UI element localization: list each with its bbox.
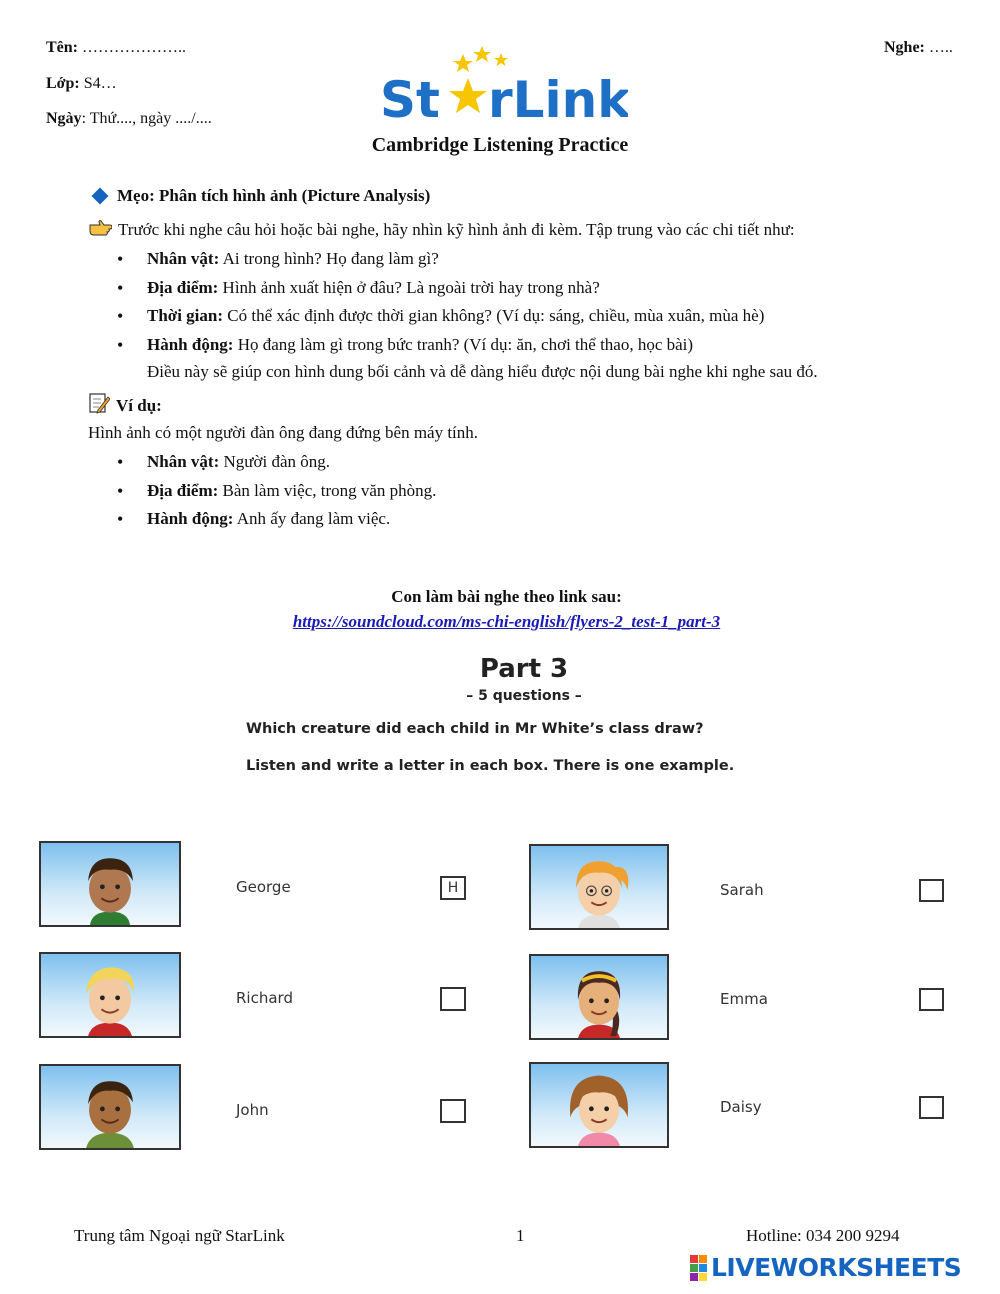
child-picture-daisy — [529, 1062, 669, 1148]
score-label: Nghe: — [884, 39, 925, 56]
tip-list — [117, 245, 764, 359]
name-field — [46, 39, 186, 57]
child-name-daisy: Daisy — [720, 1098, 762, 1116]
date-label: Ngày — [46, 110, 82, 127]
tip-item-text: Họ đang làm gì trong bức tranh? (Ví dụ: ăn, chơi thể thao, học bài) — [233, 334, 694, 354]
tip-heading — [90, 186, 430, 206]
name-value: ……………….. — [78, 39, 186, 56]
answer-box-john[interactable] — [440, 1099, 466, 1123]
memo-icon — [88, 392, 110, 419]
tip-item-place — [117, 274, 764, 303]
date-value: : Thứ...., ngày ..../.... — [81, 110, 212, 127]
name-label: Tên: — [46, 39, 78, 56]
child-picture-sarah — [529, 844, 669, 930]
tip-item-time — [117, 302, 764, 331]
example-description: Hình ảnh có một người đàn ông đang đứng bên máy tính. — [88, 423, 479, 442]
tip-item-label: Nhân vật: — [147, 249, 220, 268]
example-item-label: Địa điểm: — [147, 480, 219, 500]
answer-box-richard[interactable] — [440, 987, 466, 1011]
class-label: Lớp: — [46, 75, 80, 92]
example-list — [117, 448, 436, 534]
child-name-richard: Richard — [236, 989, 293, 1007]
example-item-text: Bàn làm việc, trong văn phòng. — [218, 480, 437, 500]
example-item-label: Nhân vật: — [147, 452, 220, 471]
page-number: 1 — [516, 1226, 525, 1245]
logo-star-small-1 — [453, 54, 473, 72]
example-heading-text: Ví dụ: — [116, 395, 162, 415]
tip-intro — [88, 218, 795, 241]
instruction-1: Which creature did each child in Mr White’s class draw? — [246, 721, 704, 737]
child-name-sarah: Sarah — [720, 881, 764, 899]
liveworksheets-text: LIVEWORKSHEETS — [711, 1253, 962, 1282]
instruction-2: Listen and write a letter in each box. There is one example. — [246, 758, 735, 774]
liveworksheets-watermark — [690, 1253, 961, 1282]
page-title: Cambridge Listening Practice — [371, 134, 629, 156]
example-item-text: Người đàn ông. — [219, 452, 331, 471]
class-field — [46, 75, 117, 93]
tip-item-action — [117, 331, 764, 360]
question-count: – 5 questions – — [466, 688, 582, 704]
score-field — [884, 39, 953, 57]
logo-star-small-2 — [473, 46, 491, 62]
logo-text-2: rLink — [488, 71, 628, 128]
tip-item-label: Hành động: — [147, 334, 234, 354]
child-picture-richard — [39, 952, 181, 1038]
pointing-hand-icon — [88, 218, 112, 241]
score-value: ….. — [924, 39, 953, 56]
answer-box-george[interactable]: H — [440, 876, 466, 900]
tip-item-label: Thời gian: — [147, 306, 224, 325]
example-item-place — [117, 477, 436, 506]
example-item-action — [117, 505, 436, 534]
answer-box-emma[interactable] — [919, 988, 944, 1011]
child-name-george: George — [236, 878, 291, 896]
tip-heading-text: Mẹo: Phân tích hình ảnh (Picture Analysis) — [117, 186, 431, 205]
tip-continuation: Điều này sẽ giúp con hình dung bối cảnh và dễ dàng hiểu được nội dung bài nghe khi nghe sau đó. — [147, 362, 818, 381]
logo-text-1: St — [380, 71, 440, 128]
child-picture-john — [39, 1064, 181, 1150]
example-item-text: Anh ấy đang làm việc. — [233, 509, 391, 528]
logo-star-small-3 — [494, 53, 508, 66]
date-field — [46, 110, 212, 128]
answer-box-daisy[interactable] — [919, 1096, 944, 1119]
answer-box-sarah[interactable] — [919, 879, 944, 902]
tip-item-text: Hình ảnh xuất hiện ở đâu? Là ngoài trời hay trong nhà? — [218, 277, 600, 297]
example-item-characters — [117, 448, 436, 477]
footer-center-name: Trung tâm Ngoại ngữ StarLink — [74, 1226, 285, 1245]
tip-item-text: Có thể xác định được thời gian không? (Ví dụ: sáng, chiều, mùa xuân, mùa hè) — [223, 306, 765, 325]
soundcloud-link[interactable]: https://soundcloud.com/ms-chi-english/flyers-2_test-1_part-3 — [292, 612, 721, 631]
footer-hotline: Hotline: 034 200 9294 — [746, 1226, 900, 1245]
tip-intro-text: Trước khi nghe câu hỏi hoặc bài nghe, hãy nhìn kỹ hình ảnh đi kèm. Tập trung vào các chi tiết như: — [118, 219, 795, 239]
link-label: Con làm bài nghe theo link sau: — [391, 587, 622, 606]
child-name-emma: Emma — [720, 990, 768, 1008]
tip-item-characters — [117, 245, 764, 274]
part-title: Part 3 — [479, 654, 569, 684]
example-heading — [88, 392, 162, 419]
tip-item-label: Địa điểm: — [147, 277, 219, 297]
starlink-logo — [378, 42, 628, 128]
tip-item-text: Ai trong hình? Họ đang làm gì? — [219, 249, 439, 268]
class-value: S4… — [79, 75, 117, 92]
child-name-john: John — [236, 1101, 269, 1119]
child-picture-emma — [529, 954, 669, 1040]
blue-diamond-icon — [92, 188, 109, 205]
logo-star-letter — [449, 78, 487, 113]
liveworksheets-logo-icon — [690, 1255, 707, 1281]
example-item-label: Hành động: — [147, 509, 234, 528]
child-picture-george — [39, 841, 181, 927]
